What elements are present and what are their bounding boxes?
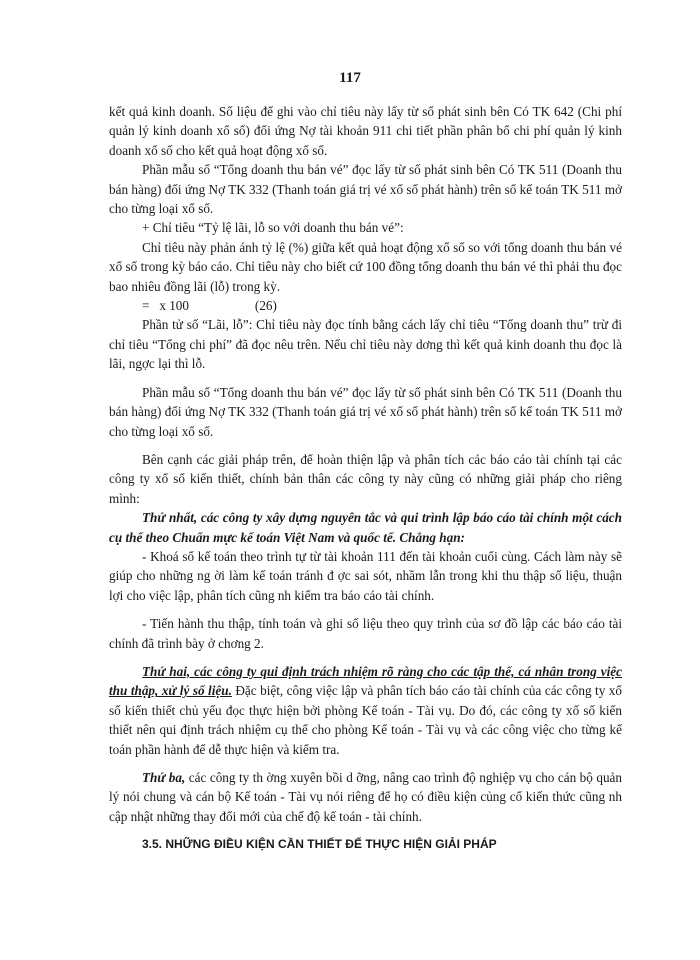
paragraph-6: Phần mẫu số “Tổng doanh thu bán vé” đọc lấy từ số phát sinh bên Có TK 511 (Doanh thu bán hàng) đối ứng Nợ TK 332 (Thanh toán giá trị vé xổ số phát hành) trên sổ kế toán TK 511 mở cho từng loại xổ số.: [109, 384, 622, 439]
paragraph-3: + Chỉ tiêu “Tỷ lệ lãi, lỗ so với doanh thu bán vé”:: [142, 220, 404, 236]
paragraph-7: Bên cạnh các giải pháp trên, để hoàn thiện lập và phân tích các báo cáo tài chính tại các công ty xổ số kiến thiết, chính bản thân các công ty này cũng có những giải pháp cho riêng mình:: [109, 451, 622, 506]
paragraph-5: Phần tử số “Lãi, lỗ”: Chỉ tiêu này đọc tính bằng cách lấy chỉ tiêu “Tổng doanh thu” trừ đi chỉ tiêu “Tổng chi phí” đã đọc nêu trên. Nếu chỉ tiêu này dơng thì kết quả kinh doanh thu đọc là lãi, ngợc lại thì lỗ.: [109, 317, 622, 372]
body-text: [109, 102, 622, 855]
paragraph-9: - Khoá sổ kế toán theo trình tự từ tài khoản 111 đến tài khoản cuối cùng. Cách làm này sẽ giúp cho những ng ời làm kế toán tránh đ ợc sai sót, nhầm lẫn trong khi thu thập số liệu, thuận lợi cho việc lập, phân tích cũng nh kiểm tra báo cáo tài chính.: [109, 548, 622, 603]
paragraph-12-emphasis: Thứ ba,: [142, 770, 186, 785]
paragraph-11-emphasis: Thứ hai, các công ty qui định trách nhiệm rõ ràng cho các tập thể, cá nhân trong việc thu thập, xử lý số liệu.: [109, 663, 622, 699]
paragraph-12-text: các công ty th ờng xuyên bồi d ỡng, nâng cao trình độ nghiệp vụ cho cán bộ quản lý nói chung và cán bộ Kế toán - Tài vụ nói riêng để họ có điều kiện củng cố kiến thức cũng nh cập nhật những thay đổi mới của chế độ kế toán - tài chính.: [109, 770, 622, 824]
paragraph-4: Chỉ tiêu này phản ánh tỷ lệ (%) giữa kết quả hoạt động xổ số so với tổng doanh thu bán vé xổ số trong kỳ báo cáo. Chỉ tiêu này cho biết cứ 100 đồng tổng doanh thu bán vé thì phải thu đọc bao nhiêu đồng lãi (lỗ) trong kỳ.: [109, 239, 622, 294]
paragraph-11: [109, 662, 622, 759]
formula-26: = x 100 (26): [142, 298, 277, 314]
paragraph-11-text: Đặc biệt, công việc lập và phân tích báo cáo tài chính của các công ty xổ số kiến thiết chủ yếu đọc thực hiện bởi phòng Kế toán - Tài vụ. Do đó, các công ty xổ số kiến thiết nên qui định trách nhiệm cụ thể cho phòng Kế toán - Tài vụ và các công việc cho từng kế toán phần hành để dễ thực hiện và kiểm tra.: [109, 683, 622, 757]
section-heading: 3.5. NHỮNG ĐIỀU KIỆN CẦN THIẾT ĐỂ THỰC HIỆN GIẢI PHÁP: [142, 837, 497, 852]
page-number: 117: [339, 70, 361, 86]
paragraph-2: Phần mẫu số “Tổng doanh thu bán vé” đọc lấy từ số phát sinh bên Có TK 511 (Doanh thu bán hàng) đối ứng Nợ TK 332 (Thanh toán giá trị vé xổ số phát hành) trên sổ kế toán TK 511 mở cho từng loại xổ số.: [109, 162, 622, 217]
paragraph-1: kết quả kinh doanh. Số liệu để ghi vào chỉ tiêu này lấy từ số phát sinh bên Có TK 642 (Chi phí quản lý kinh doanh xổ số) đối ứng Nợ tài khoản 911 chi tiết phần phân bổ chi phí quản lý kinh doanh xổ số cho kết quả hoạt động xổ số.: [109, 104, 622, 158]
paragraph-12: [109, 768, 622, 826]
paragraph-8-emphasis: Thứ nhất, các công ty xây dựng nguyên tắc và qui trình lập báo cáo tài chính một cách cụ thể theo Chuẩn mực kế toán Việt Nam và quốc tế. Chẳng hạn:: [109, 510, 622, 545]
paragraph-10: - Tiến hành thu thập, tính toán và ghi số liệu theo quy trình của sơ đồ lập các báo cáo tài chính đã trình bày ở chơng 2.: [109, 616, 622, 651]
